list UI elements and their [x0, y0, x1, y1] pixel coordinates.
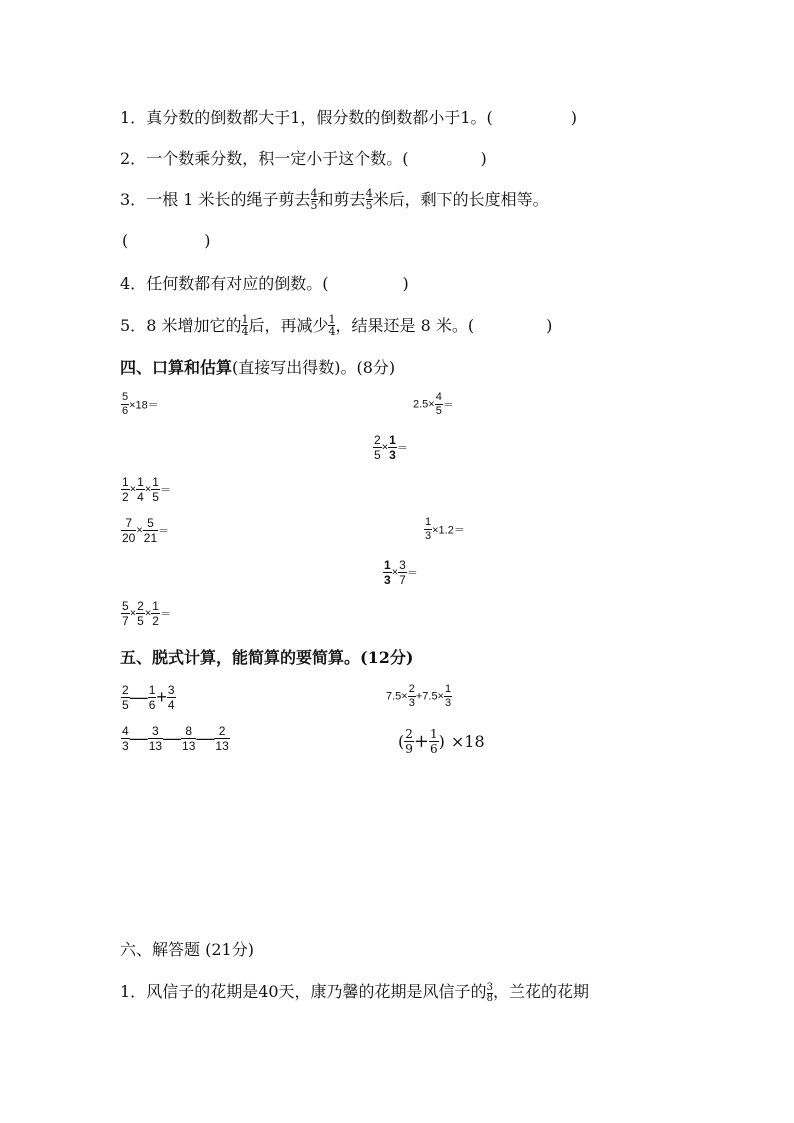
- fraction: $\frac{5}{7}$: [122, 599, 129, 628]
- fraction: $\frac{4}{5}$: [310, 187, 318, 212]
- fraction: $\frac{1}{3}$: [389, 433, 396, 462]
- fraction: $\frac{1}{3}$: [384, 558, 391, 587]
- section-title: 六、解答题 (21分): [120, 940, 254, 959]
- fraction: $\frac{2}{5}$: [374, 433, 381, 462]
- fraction: $\frac{2}{3}$: [408, 683, 415, 709]
- question-text: 任何数都有对应的倒数。(: [146, 274, 329, 293]
- oral-calc-b: 2.5× $\frac{4}{5}$ ＝: [413, 391, 454, 417]
- section-note: (直接写出得数)。(8分): [232, 358, 396, 377]
- calc-expression-4: ( $\frac{2}{9}$ + $\frac{1}{6}$ ) ×18: [398, 727, 485, 756]
- question-1: 1．真分数的倒数都大于1，假分数的倒数都小于1。( ): [120, 108, 578, 127]
- question-5: 5．8 米增加它的 $\frac{1}{4}$ 后，再减少 $\frac{1}{4}$ ，结果还是 8 米。( ): [120, 313, 553, 338]
- fraction: $\frac{2}{5}$: [137, 599, 144, 628]
- fraction: $\frac{5}{21}$: [143, 516, 158, 545]
- fraction: $\frac{1}{4}$: [328, 313, 336, 338]
- oral-calc-g: $\frac{1}{3}$ × $\frac{3}{7}$ ＝: [384, 558, 418, 587]
- word-problem-1: 1．风信子的花期是40天，康乃馨的花期是风信子的 $\frac{3}{8}$ ，兰花的花期: [120, 982, 589, 1004]
- fraction: $\frac{3}{13}$: [148, 724, 163, 753]
- fraction: $\frac{4}{5}$: [435, 391, 442, 417]
- fraction: $\frac{4}{3}$: [122, 724, 129, 753]
- section-6-heading: [120, 940, 254, 960]
- oral-calc-d: $\frac{1}{2}$ × $\frac{1}{4}$ × $\frac{1}{5}$ ＝: [122, 475, 171, 504]
- fraction: $\frac{1}{2}$: [122, 475, 129, 504]
- question-4: 4．任何数都有对应的倒数。( ): [120, 274, 409, 293]
- fraction: $\frac{1}{3}$: [425, 516, 432, 542]
- fraction: $\frac{2}{9}$: [405, 727, 413, 756]
- oral-calc-f: $\frac{1}{3}$ ×1.2＝: [425, 516, 465, 542]
- fraction: $\frac{1}{6}$: [148, 683, 156, 712]
- fraction: $\frac{1}{4}$: [241, 313, 249, 338]
- question-2: 2．一个数乘分数，积一定小于这个数。( ): [120, 149, 487, 168]
- question-number: 2．: [120, 149, 147, 168]
- question-text: 一个数乘分数，积一定小于这个数。(: [146, 149, 409, 168]
- fraction: $\frac{2}{13}$: [215, 724, 229, 753]
- fraction: $\frac{4}{5}$: [365, 187, 373, 212]
- fraction: $\frac{3}{4}$: [167, 683, 175, 712]
- question-number: 3．: [120, 190, 147, 209]
- oral-calc-e: $\frac{7}{20}$ × $\frac{5}{21}$ ＝: [122, 516, 170, 545]
- oral-calc-c: $\frac{2}{5}$ × $\frac{1}{3}$ ＝: [374, 433, 408, 462]
- question-number: 1．: [120, 108, 147, 127]
- section-4-heading: [120, 358, 395, 378]
- calc-expression-2: 7.5× $\frac{2}{3}$ +7.5× $\frac{1}{3}$: [386, 683, 452, 709]
- question-number: 1．: [120, 982, 147, 1001]
- calc-expression-3: $\frac{4}{3}$ — $\frac{3}{13}$ — $\frac{8}{13}$ — $\frac{2}{13}$: [122, 724, 229, 753]
- fraction: $\frac{8}{13}$: [182, 724, 196, 753]
- fraction: $\frac{2}{5}$: [122, 683, 129, 712]
- fraction: $\frac{1}{4}$: [137, 475, 144, 504]
- section-title: 四、口算和估算: [120, 358, 233, 377]
- question-3: 3．一根 1 米长的绳子剪去 $\frac{4}{5}$ 和剪去 $\frac{4}{5}$ 米后，剩下的长度相等。: [120, 187, 549, 212]
- fraction: $\frac{7}{20}$: [122, 516, 136, 545]
- question-number: 5．: [120, 316, 147, 335]
- fraction: $\frac{1}{5}$: [152, 475, 159, 504]
- fraction: $\frac{1}{3}$: [444, 683, 452, 709]
- question-3-answer: ( ): [122, 231, 211, 250]
- oral-calc-a: $\frac{5}{6}$ ×18＝: [122, 391, 159, 417]
- fraction: $\frac{1}{2}$: [152, 599, 159, 628]
- question-text: 真分数的倒数都大于1，假分数的倒数都小于1。(: [146, 108, 493, 127]
- oral-calc-h: $\frac{5}{7}$ × $\frac{2}{5}$ × $\frac{1}{2}$ ＝: [122, 599, 171, 628]
- fraction: $\frac{5}{6}$: [122, 391, 129, 417]
- section-title: 五、脱式计算，能简算的要简算。(12分): [120, 648, 414, 667]
- fraction: $\frac{3}{8}$: [486, 982, 493, 1004]
- fraction: $\frac{3}{7}$: [399, 558, 406, 587]
- calc-expression-1: $\frac{2}{5}$ — $\frac{1}{6}$ + $\frac{3}{4}$: [122, 683, 175, 712]
- section-5-heading: [120, 648, 413, 668]
- fraction: $\frac{1}{6}$: [429, 727, 438, 756]
- question-number: 4．: [120, 274, 147, 293]
